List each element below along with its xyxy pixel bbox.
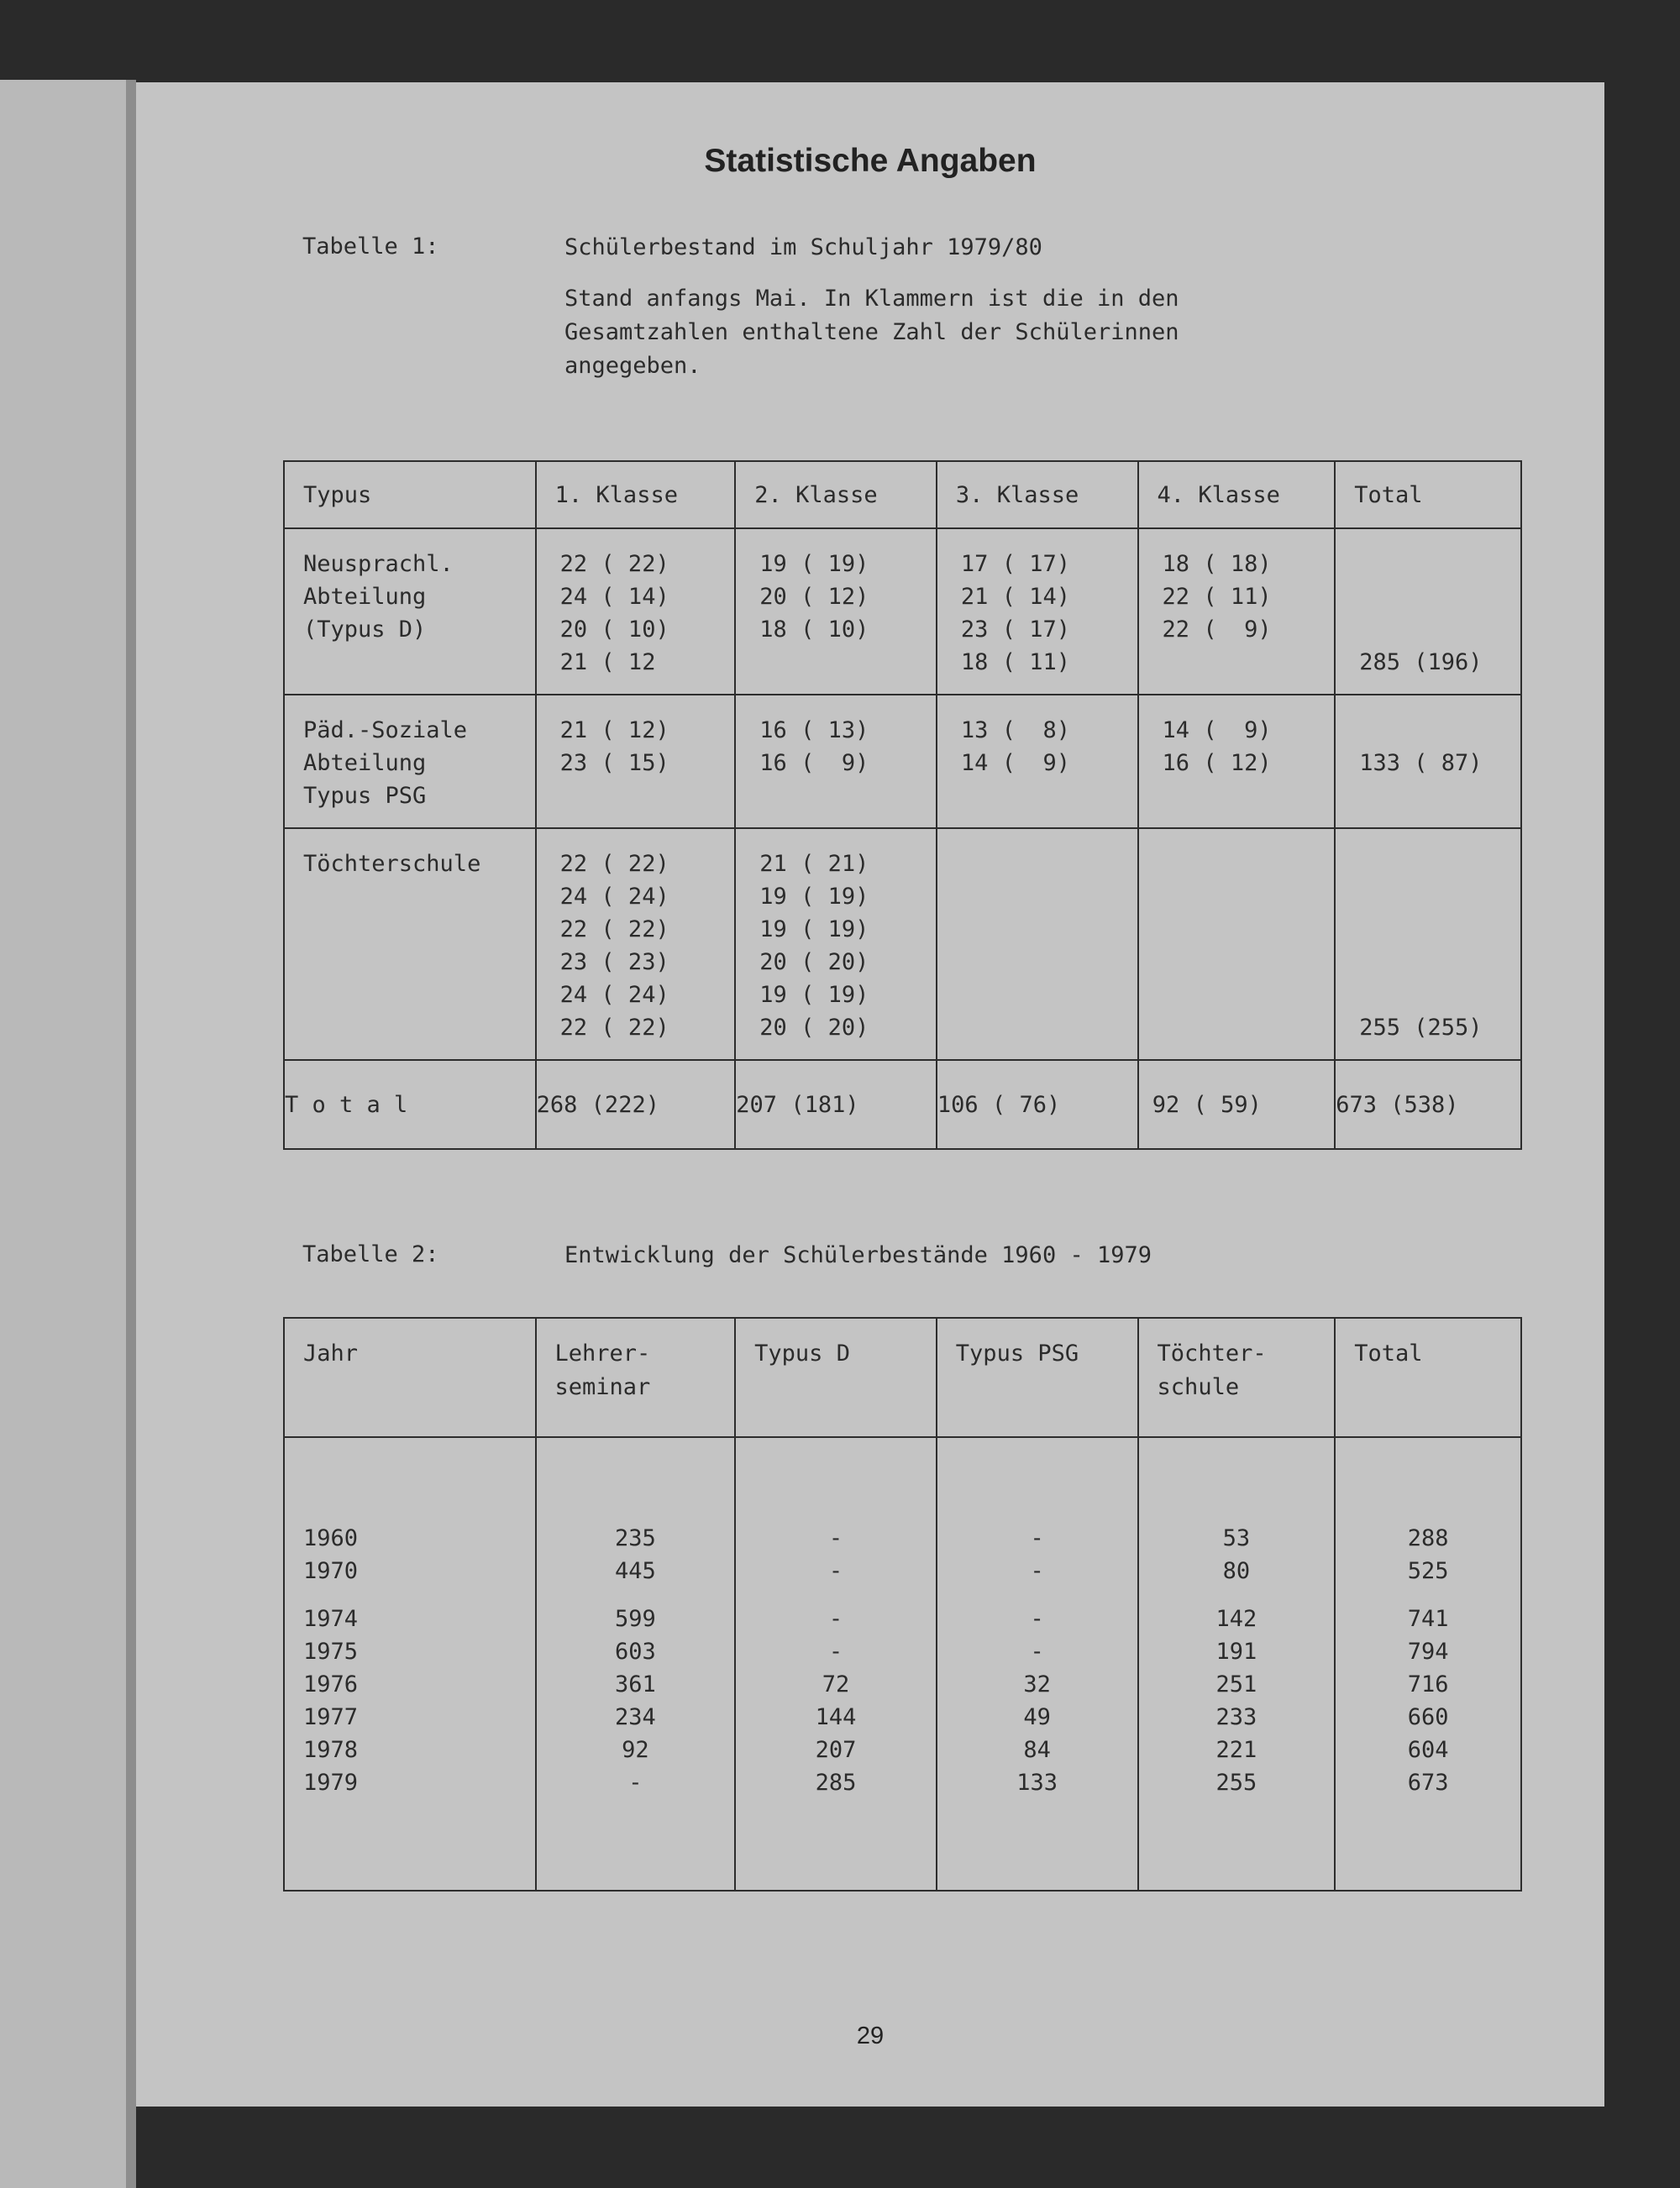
cell-line: Päd.-Soziale xyxy=(303,717,468,743)
klasse-4-cell xyxy=(1138,828,1336,1060)
klasse-3-cell xyxy=(937,828,1138,1060)
table1-header-row xyxy=(284,461,1521,528)
cell-line: 233 xyxy=(1215,1704,1257,1730)
typus-cell xyxy=(284,828,536,1060)
cell-line: 525 xyxy=(1407,1558,1449,1584)
cell-line: 133 ( 87) xyxy=(1359,750,1483,776)
cell-line: 16 ( 12) xyxy=(1162,750,1272,776)
cell-line: 21 ( 12 xyxy=(559,649,656,675)
cell-line: 22 ( 22) xyxy=(559,551,669,577)
table2-header-row xyxy=(284,1318,1521,1437)
cell-line: 20 ( 20) xyxy=(759,1015,869,1041)
table1-total-row xyxy=(284,1060,1521,1149)
cell-line: 24 ( 24) xyxy=(559,884,669,910)
header-typus-psg: Typus PSG xyxy=(937,1318,1138,1437)
cell-line: 53 xyxy=(1222,1525,1251,1551)
cell-line: 16 ( 13) xyxy=(759,717,869,743)
left-page-edge xyxy=(0,80,126,2188)
klasse-2-cell xyxy=(735,528,937,695)
total-klasse-2: 207 (181) xyxy=(735,1060,937,1149)
cell-line: 49 xyxy=(1023,1704,1051,1730)
cell-line: 19 ( 19) xyxy=(759,916,869,942)
cell-line: 604 xyxy=(1407,1737,1449,1763)
cell-line: 235 xyxy=(614,1525,656,1551)
cell-line: 599 xyxy=(614,1606,656,1632)
cell-line: 18 ( 18) xyxy=(1162,551,1272,577)
header-klasse-4: 4. Klasse xyxy=(1138,461,1336,528)
cell-line: 80 xyxy=(1222,1558,1251,1584)
cell-line: 24 ( 14) xyxy=(559,584,669,610)
document-page xyxy=(136,82,1604,2107)
cell-line: 221 xyxy=(1215,1737,1257,1763)
total-label-cell: T o t a l xyxy=(284,1060,536,1149)
cell-line: - xyxy=(828,1558,843,1584)
cell-line: 660 xyxy=(1407,1704,1449,1730)
klasse-4-cell xyxy=(1138,528,1336,695)
cell-line: 22 ( 22) xyxy=(559,1015,669,1041)
typus-cell xyxy=(284,695,536,828)
cell-line: 673 xyxy=(1407,1770,1449,1796)
klasse-1-cell xyxy=(536,528,736,695)
cell-line: - xyxy=(1030,1525,1044,1551)
cell-line: 23 ( 23) xyxy=(559,949,669,975)
cell-line: 14 ( 9) xyxy=(960,750,1070,776)
cell-line: 24 ( 24) xyxy=(559,982,669,1008)
header-toechterschule: Töchter- schule xyxy=(1138,1318,1336,1437)
table1 xyxy=(283,460,1522,1150)
cell-line: 191 xyxy=(1215,1639,1257,1665)
cell-line: 23 ( 17) xyxy=(960,617,1070,643)
klasse-1-cell xyxy=(536,828,736,1060)
cell-line: 255 (255) xyxy=(1359,1015,1483,1041)
header-total: Total xyxy=(1335,461,1521,528)
header-total: Total xyxy=(1335,1318,1521,1437)
header-jahr: Jahr xyxy=(284,1318,536,1437)
cell-line: 1974 xyxy=(303,1606,359,1632)
cell-line: Abteilung xyxy=(303,750,427,776)
header-lehrerseminar: Lehrer- seminar xyxy=(536,1318,736,1437)
total-cell xyxy=(1335,828,1521,1060)
toechterschule-column xyxy=(1138,1437,1336,1891)
page-title: Statistische Angaben xyxy=(704,143,1037,179)
typus-d-column xyxy=(735,1437,937,1891)
total-cell xyxy=(1335,695,1521,828)
cell-line: 92 xyxy=(622,1737,649,1763)
description-line: Stand anfangs Mai. In Klammern ist die in den xyxy=(564,286,1179,312)
cell-line: 23 ( 15) xyxy=(559,750,669,776)
cell-line: (Typus D) xyxy=(303,617,427,643)
cell-line: - xyxy=(828,1525,843,1551)
lehrerseminar-column xyxy=(536,1437,736,1891)
typus-cell xyxy=(284,528,536,695)
cell-line: 255 xyxy=(1215,1770,1257,1796)
table2-label: Tabelle 2: xyxy=(302,1241,439,1267)
header-klasse-1: 1. Klasse xyxy=(536,461,736,528)
cell-line: 144 xyxy=(815,1704,857,1730)
cell-line: 716 xyxy=(1407,1671,1449,1697)
cell-line: 20 ( 12) xyxy=(759,584,869,610)
typus-psg-column xyxy=(937,1437,1138,1891)
cell-line: - xyxy=(1030,1639,1044,1665)
cell-line: - xyxy=(828,1639,843,1665)
total-klasse-4: 92 ( 59) xyxy=(1138,1060,1336,1149)
description-line: angegeben. xyxy=(564,353,701,379)
cell-line: - xyxy=(828,1606,843,1632)
header-klasse-3: 3. Klasse xyxy=(937,461,1138,528)
cell-line: Neusprachl. xyxy=(303,551,454,577)
cell-line: Töchterschule xyxy=(303,851,481,877)
cell-line: 21 ( 21) xyxy=(759,851,869,877)
cell-line: 142 xyxy=(1215,1606,1257,1632)
cell-line: 18 ( 11) xyxy=(960,649,1070,675)
cell-line: 1970 xyxy=(303,1558,359,1584)
table2-caption: Entwicklung der Schülerbestände 1960 - 1979 xyxy=(564,1242,1152,1268)
cell-line: 32 xyxy=(1023,1671,1051,1697)
table-row xyxy=(284,695,1521,828)
cell-line: 14 ( 9) xyxy=(1162,717,1272,743)
klasse-4-cell xyxy=(1138,695,1336,828)
total-klasse-1: 268 (222) xyxy=(536,1060,736,1149)
cell-line: 72 xyxy=(822,1671,850,1697)
cell-line: 603 xyxy=(614,1639,656,1665)
cell-line: - xyxy=(628,1770,643,1796)
table1-caption: Schülerbestand im Schuljahr 1979/80 xyxy=(564,234,1042,260)
cell-line: 16 ( 9) xyxy=(759,750,869,776)
cell-line: 207 xyxy=(815,1737,857,1763)
table-row xyxy=(284,528,1521,695)
cell-line: - xyxy=(1030,1558,1044,1584)
klasse-3-cell xyxy=(937,695,1138,828)
cell-line: 133 xyxy=(1016,1770,1058,1796)
cell-line: 361 xyxy=(614,1671,656,1697)
total-cell xyxy=(1335,528,1521,695)
table-row xyxy=(284,828,1521,1060)
table2-body xyxy=(284,1437,1521,1891)
cell-line: - xyxy=(1030,1606,1044,1632)
cell-line: 19 ( 19) xyxy=(759,982,869,1008)
header-typus: Typus xyxy=(284,461,536,528)
total-column xyxy=(1335,1437,1521,1891)
cell-line: 251 xyxy=(1215,1671,1257,1697)
cell-line: 17 ( 17) xyxy=(960,551,1070,577)
cell-line: 288 xyxy=(1407,1525,1449,1551)
cell-line: 19 ( 19) xyxy=(759,884,869,910)
cell-line: 21 ( 12) xyxy=(559,717,669,743)
cell-line: 1975 xyxy=(303,1639,359,1665)
cell-line: 1960 xyxy=(303,1525,359,1551)
total-klasse-3: 106 ( 76) xyxy=(937,1060,1138,1149)
cell-line: 285 xyxy=(815,1770,857,1796)
cell-line: 84 xyxy=(1023,1737,1051,1763)
cell-line: 741 xyxy=(1407,1606,1449,1632)
cell-line: 1977 xyxy=(303,1704,359,1730)
cell-line: 20 ( 20) xyxy=(759,949,869,975)
cell-line: 1979 xyxy=(303,1770,359,1796)
cell-line: 445 xyxy=(614,1558,656,1584)
klasse-2-cell xyxy=(735,828,937,1060)
book-gutter xyxy=(126,80,136,2188)
table1-label: Tabelle 1: xyxy=(302,233,439,260)
cell-line: 20 ( 10) xyxy=(559,617,669,643)
table2 xyxy=(283,1317,1522,1892)
cell-line: Abteilung xyxy=(303,584,427,610)
cell-line: 22 ( 11) xyxy=(1162,584,1272,610)
cell-line: 13 ( 8) xyxy=(960,717,1070,743)
cell-line: 234 xyxy=(614,1704,656,1730)
cell-line: 18 ( 10) xyxy=(759,617,869,643)
cell-line: 22 ( 22) xyxy=(559,916,669,942)
page-number: 29 xyxy=(856,2023,885,2049)
cell-line: 19 ( 19) xyxy=(759,551,869,577)
total-overall: 673 (538) xyxy=(1335,1060,1521,1149)
cell-line: 21 ( 14) xyxy=(960,584,1070,610)
cell-line: 22 ( 9) xyxy=(1162,617,1272,643)
klasse-1-cell xyxy=(536,695,736,828)
klasse-2-cell xyxy=(735,695,937,828)
header-klasse-2: 2. Klasse xyxy=(735,461,937,528)
cell-line: 1976 xyxy=(303,1671,359,1697)
cell-line: 794 xyxy=(1407,1639,1449,1665)
klasse-3-cell xyxy=(937,528,1138,695)
cell-line: 22 ( 22) xyxy=(559,851,669,877)
cell-line: 285 (196) xyxy=(1359,649,1483,675)
header-typus-d: Typus D xyxy=(735,1318,937,1437)
table1-description xyxy=(564,282,1320,383)
description-line: Gesamtzahlen enthaltene Zahl der Schülerinnen xyxy=(564,319,1179,345)
cell-line: 1978 xyxy=(303,1737,359,1763)
cell-line: Typus PSG xyxy=(303,783,427,809)
jahr-column xyxy=(284,1437,536,1891)
